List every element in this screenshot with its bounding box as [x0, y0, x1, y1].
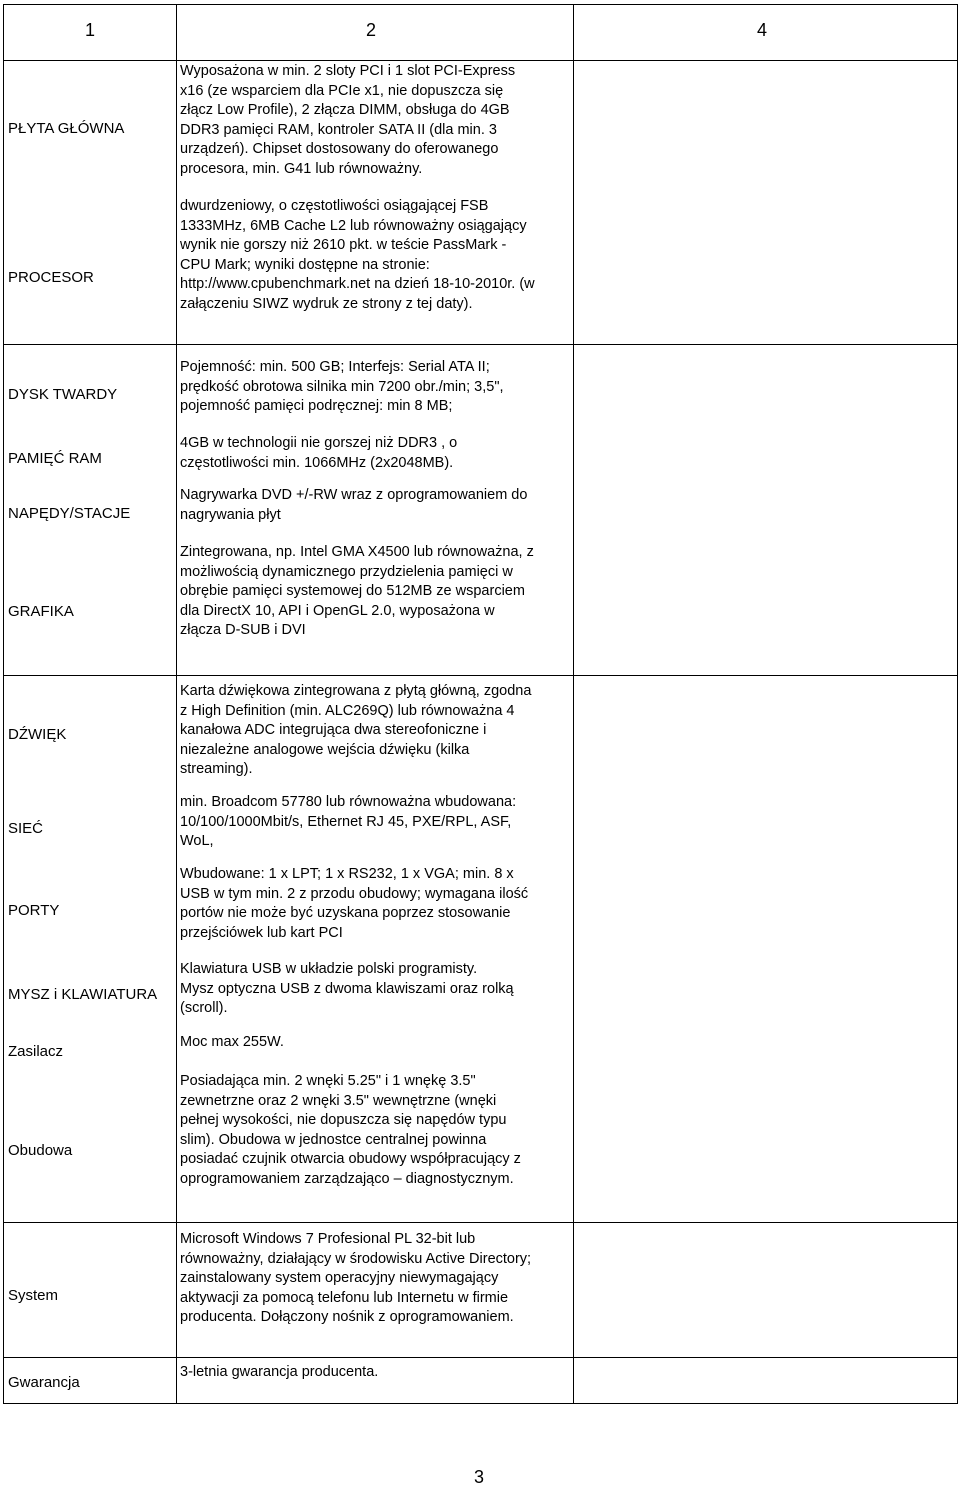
row-label-porty: PORTY [8, 902, 60, 919]
group-sep-1 [3, 344, 958, 345]
row-label-gwarancja: Gwarancja [8, 1374, 80, 1391]
header-col-4: 4 [757, 20, 768, 40]
header-col-1: 1 [85, 20, 96, 40]
row-desc-mysz-klawiatura: Klawiatura USB w układzie polski programisty. Mysz optyczna USB z dwoma klawiszami oraz rolką (scroll). [180, 961, 514, 1017]
header-col-2: 2 [366, 20, 377, 40]
row-desc-dzwiek: Karta dźwiękowa zintegrowana z płytą główną, zgodna z High Definition (min. ALC269Q) lub równoważna 4 kanałowa ADC integrująca dwa stereofoniczne i niezależne analogowe wejścia dźwięku (kilka streaming). [180, 683, 532, 778]
row-desc-dysk-twardy: Pojemność: min. 500 GB; Interfejs: Serial ATA II; prędkość obrotowa silnika min 7200 obr./min; 3,5", pojemność pamięci podręcznej: min 8 MB; [180, 359, 504, 415]
row-desc-porty: Wbudowane: 1 x LPT; 1 x RS232, 1 x VGA; min. 8 x USB w tym min. 2 z przodu obudowy; wymagana ilość portów nie może być uzyskana poprzez stosowanie przejściówek lub kart PCI [180, 866, 529, 941]
group-sep-2 [3, 675, 958, 676]
row-label-dysk-twardy: DYSK TWARDY [8, 386, 118, 403]
row-desc-siec: min. Broadcom 57780 lub równoważna wbudowana: 10/100/1000Mbit/s, Ethernet RJ 45, PXE/RPL, ASF, WoL, [180, 794, 517, 850]
row-desc-grafika: Zintegrowana, np. Intel GMA X4500 lub równoważna, z możliwością dynamicznego przydzielenia pamięci w obrębie pamięci systemowej do 512MB ze wsparciem dla DirectX 10, API i OpenGL 2.0, wyposażona w złącza D-SUB i DVI [180, 544, 534, 639]
row-label-grafika: GRAFIKA [8, 603, 74, 620]
group-sep-3 [3, 1222, 958, 1223]
row-desc-plyta-glowna: Wyposażona w min. 2 sloty PCI i 1 slot PCI-Express x16 (ze wsparciem dla PCIe x1, nie dopuszcza się złącz Low Profile), 2 złącza DIMM, obsługa do 4GB DDR3 pamięci RAM, kontroler SATA II (dla min. 3 urządzeń). Chipset dostosowany do oferowanego procesora, min. G41 lub równoważny. [180, 63, 516, 177]
group-sep-4 [3, 1357, 958, 1358]
row-desc-system: Microsoft Windows 7 Profesional PL 32-bit lub równoważny, działający w środowisku Active Directory; zainstalowany system operacyjny niewymagający aktywacji za pomocą telefonu lub Internetu w firmie producenta. Dołączony nośnik z oprogramowaniem. [180, 1231, 532, 1326]
row-label-napedy-stacje: NAPĘDY/STACJE [8, 505, 131, 522]
row-label-pamiec-ram: PAMIĘĆ RAM [8, 450, 102, 467]
row-desc-procesor: dwurdzeniowy, o częstotliwości osiągającej FSB 1333MHz, 6MB Cache L2 lub równoważny osiągający wynik nie gorszy niż 2610 pkt. w teście PassMark - CPU Mark; wyniki dostępne na stronie: http://www.cpubenchmark.net na dzień 18-10-2010r. (w załączeniu SIWZ wydruk ze strony z tej daty). [180, 198, 535, 312]
row-label-obudowa: Obudowa [8, 1142, 73, 1159]
row-desc-obudowa: Posiadająca min. 2 wnęki 5.25" i 1 wnękę 3.5" zewnetrzne oraz 2 wnęki 3.5" wewnętrzne (wnęki pełnej wysokości, nie dopuszcza się napędów typu slim). Obudowa w jednostce centralnej powinna posiadać czujnik otwarcia obudowy współpracujący z oprogramowaniem zarządzająco – diagnostycznym. [180, 1073, 521, 1187]
row-label-siec: SIEĆ [8, 820, 44, 837]
row-desc-napedy-stacje: Nagrywarka DVD +/-RW wraz z oprogramowaniem do nagrywania płyt [180, 487, 528, 523]
row-desc-pamiec-ram: 4GB w technologii nie gorszej niż DDR3 , o częstotliwości min. 1066MHz (2x2048MB). [180, 435, 458, 471]
row-label-plyta-glowna: PŁYTA GŁÓWNA [8, 120, 125, 137]
row-label-zasilacz: Zasilacz [8, 1043, 64, 1060]
row-label-mysz-klawiatura: MYSZ i KLAWIATURA [8, 986, 158, 1003]
row-label-dzwiek: DŹWIĘK [8, 726, 67, 743]
row-label-system: System [8, 1287, 59, 1304]
page-number: 3 [474, 1467, 485, 1487]
value-column-frame [573, 60, 958, 1404]
row-desc-zasilacz: Moc max 255W. [180, 1034, 284, 1050]
row-label-procesor: PROCESOR [8, 269, 94, 286]
row-desc-gwarancja: 3-letnia gwarancja producenta. [180, 1364, 379, 1380]
